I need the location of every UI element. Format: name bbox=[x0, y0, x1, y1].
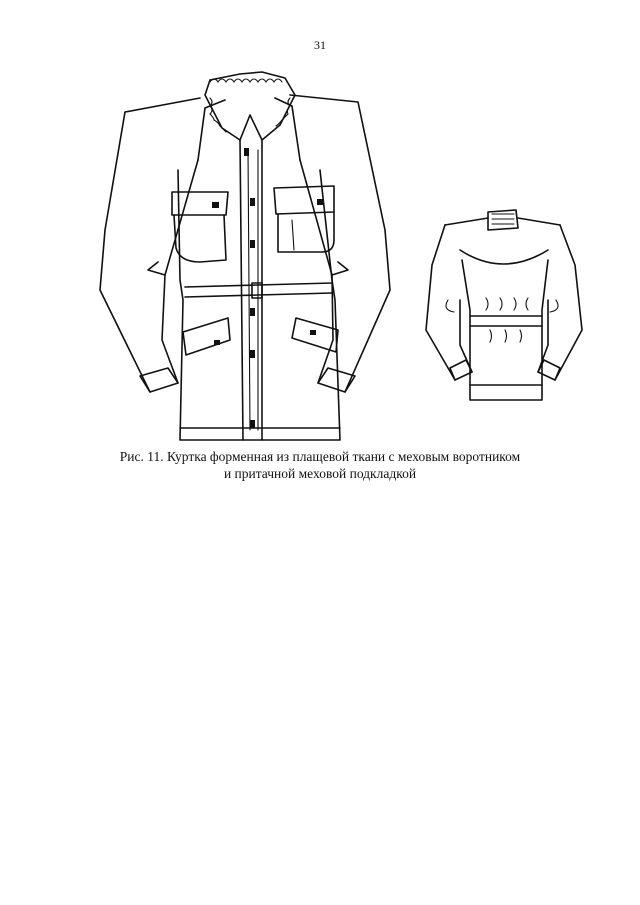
jacket-illustration bbox=[0, 0, 640, 450]
figure-caption bbox=[60, 448, 580, 482]
jacket-back-icon bbox=[426, 210, 582, 400]
jacket-front-icon bbox=[100, 72, 390, 440]
page-number: 31 bbox=[314, 38, 326, 52]
caption-line-2: и притачной меховой подкладкой bbox=[223, 466, 417, 481]
caption-line-1: Рис. 11. Куртка форменная из плащевой ткани с меховым воротником bbox=[119, 449, 521, 464]
